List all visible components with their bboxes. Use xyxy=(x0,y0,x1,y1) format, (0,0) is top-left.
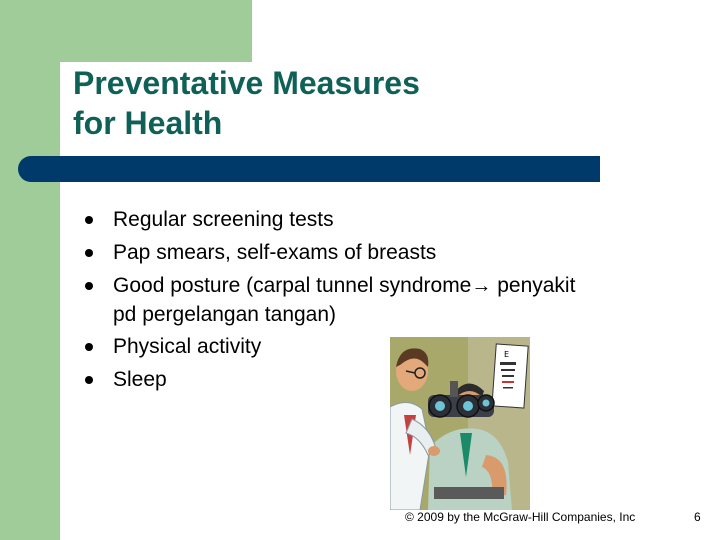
bullet-icon xyxy=(85,249,93,257)
list-item xyxy=(85,203,655,236)
bullet-icon xyxy=(85,343,93,351)
bullet-text: Regular screening tests xyxy=(113,208,334,231)
bullet-text: Sleep xyxy=(113,368,167,391)
svg-text:E: E xyxy=(504,350,510,359)
list-item xyxy=(85,363,655,396)
copyright-footer: © 2009 by the McGraw-Hill Companies, Inc xyxy=(405,510,636,524)
slide-title: Preventative Measures for Health xyxy=(73,65,420,141)
bullet-text: Pap smears, self-exams of breasts xyxy=(113,241,437,264)
title-underline-bar xyxy=(18,156,600,182)
green-side-band xyxy=(0,0,60,540)
bullet-list xyxy=(85,203,655,396)
bullet-text: Good posture (carpal tunnel syndrome xyxy=(113,274,472,297)
page-number: 6 xyxy=(694,510,701,524)
bullet-text-after: penyakit xyxy=(491,274,576,297)
bullet-icon xyxy=(85,376,93,384)
bullet-text-line2: pd pergelangan tangan) xyxy=(113,303,337,326)
list-item xyxy=(85,236,655,269)
green-top-band xyxy=(0,0,252,62)
bullet-icon xyxy=(85,216,93,224)
list-item xyxy=(85,269,655,330)
list-item xyxy=(85,330,655,363)
bullet-text: Physical activity xyxy=(113,335,262,358)
eye-exam-clipart xyxy=(390,337,530,510)
arrow-right-icon: → xyxy=(471,275,492,297)
bullet-icon xyxy=(85,282,93,290)
